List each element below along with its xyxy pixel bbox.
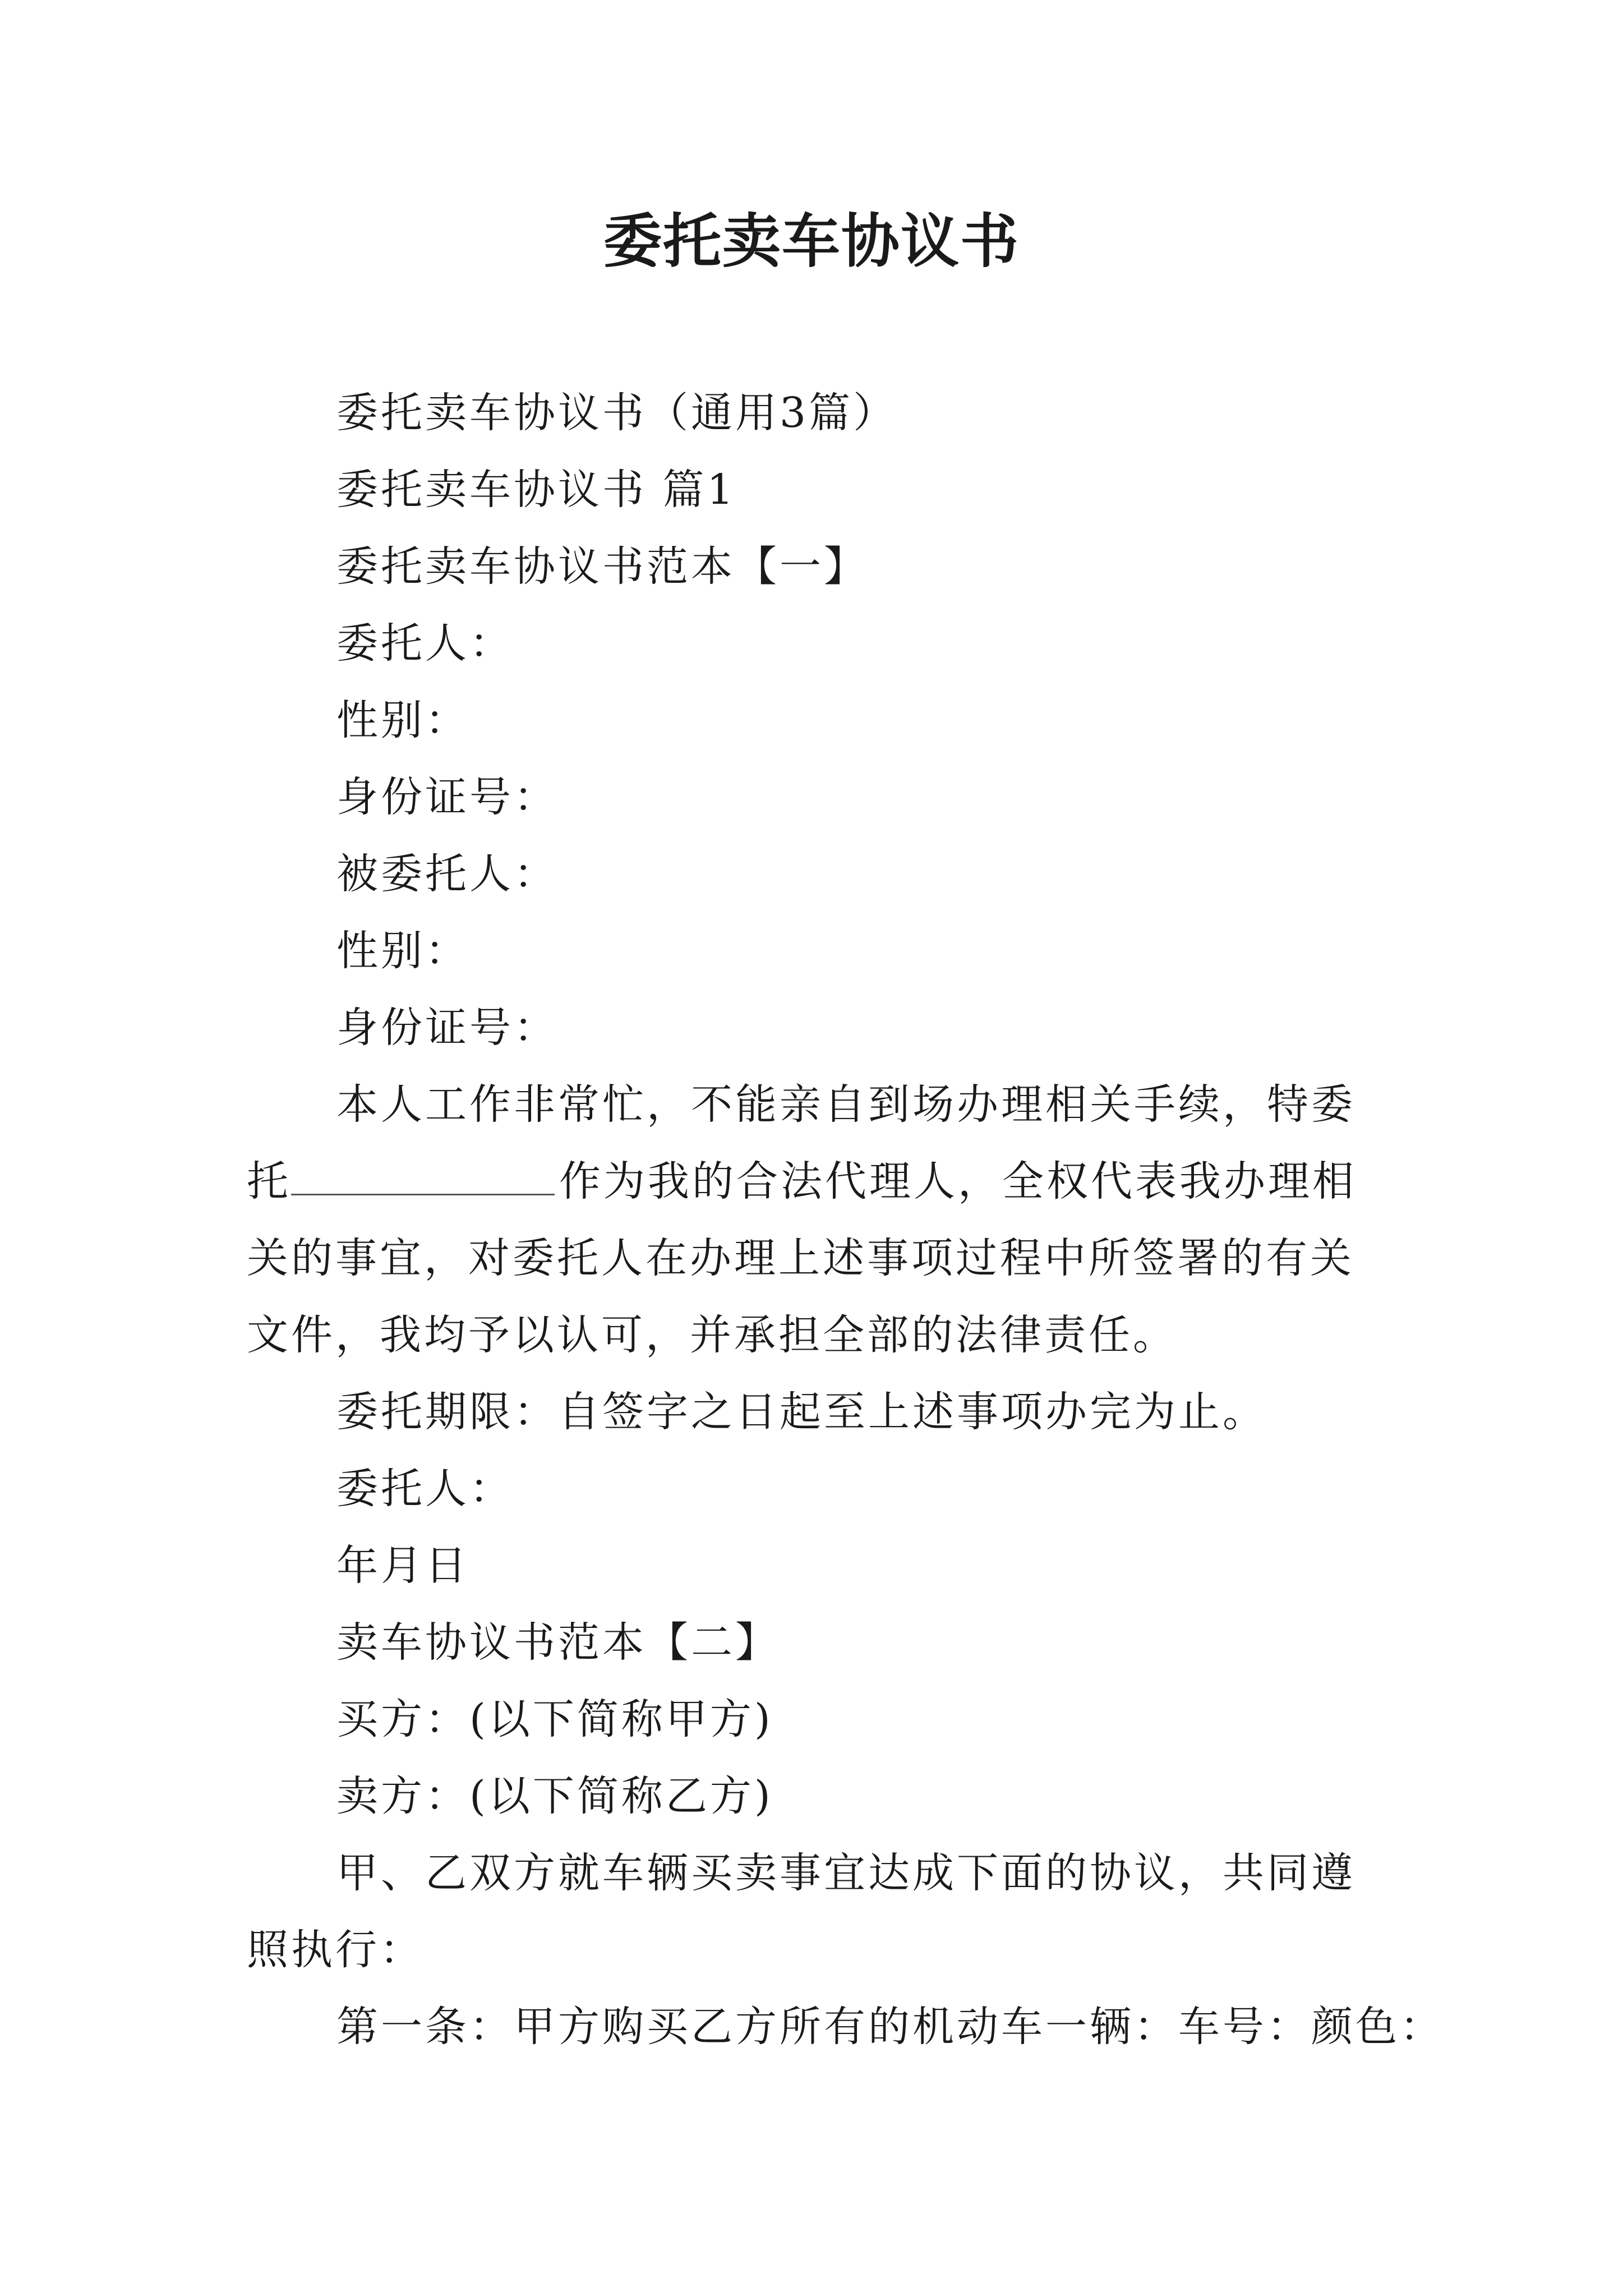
section-heading-1: 委托卖车协议书 篇1 [336, 466, 736, 514]
field-agent-gender: 性别： [336, 927, 469, 975]
authorization-period: 委托期限：自签字之日起至上述事项办完为止。 [336, 1388, 1267, 1436]
signature-date: 年月日 [336, 1542, 469, 1590]
article-1: 第一条：甲方购买乙方所有的机动车一辆：车号：颜色： [336, 2003, 1444, 2051]
field-agent: 被委托人： [336, 850, 558, 898]
template-heading-2: 卖车协议书范本【二】 [336, 1618, 780, 1667]
subtitle-line: 委托卖车协议书（通用3篇） [336, 389, 898, 437]
signature-principal: 委托人： [336, 1465, 514, 1513]
authorization-paragraph [247, 1066, 1396, 1374]
agreement-intro-paragraph: 甲、乙双方就车辆买卖事宜达成下面的协议，共同遵照执行： [247, 1849, 1355, 1974]
document-body [247, 375, 1444, 2065]
field-principal-id: 身份证号： [336, 773, 558, 821]
authorization-text-2: 作为我的合法代理人，全权代表我办理相关的事宜，对委托人在办理上述事项过程中所签署的有关文件，我均予以认可，并承担全部的法律责任。 [247, 1157, 1357, 1359]
field-principal: 委托人： [336, 619, 514, 668]
agent-name-blank [291, 1153, 555, 1195]
field-agent-id: 身份证号： [336, 1004, 558, 1052]
authorization-text-1: 本人工作非常忙，不能亲自到场办理相关手续，特委托 [247, 1080, 1355, 1205]
field-buyer: 买方：(以下简称甲方) [336, 1695, 773, 1743]
template-heading-1: 委托卖车协议书范本【一】 [336, 542, 868, 591]
field-seller: 卖方：(以下简称乙方) [336, 1772, 773, 1820]
field-principal-gender: 性别： [336, 696, 469, 744]
document-title: 委托卖车协议书 [603, 206, 1020, 275]
